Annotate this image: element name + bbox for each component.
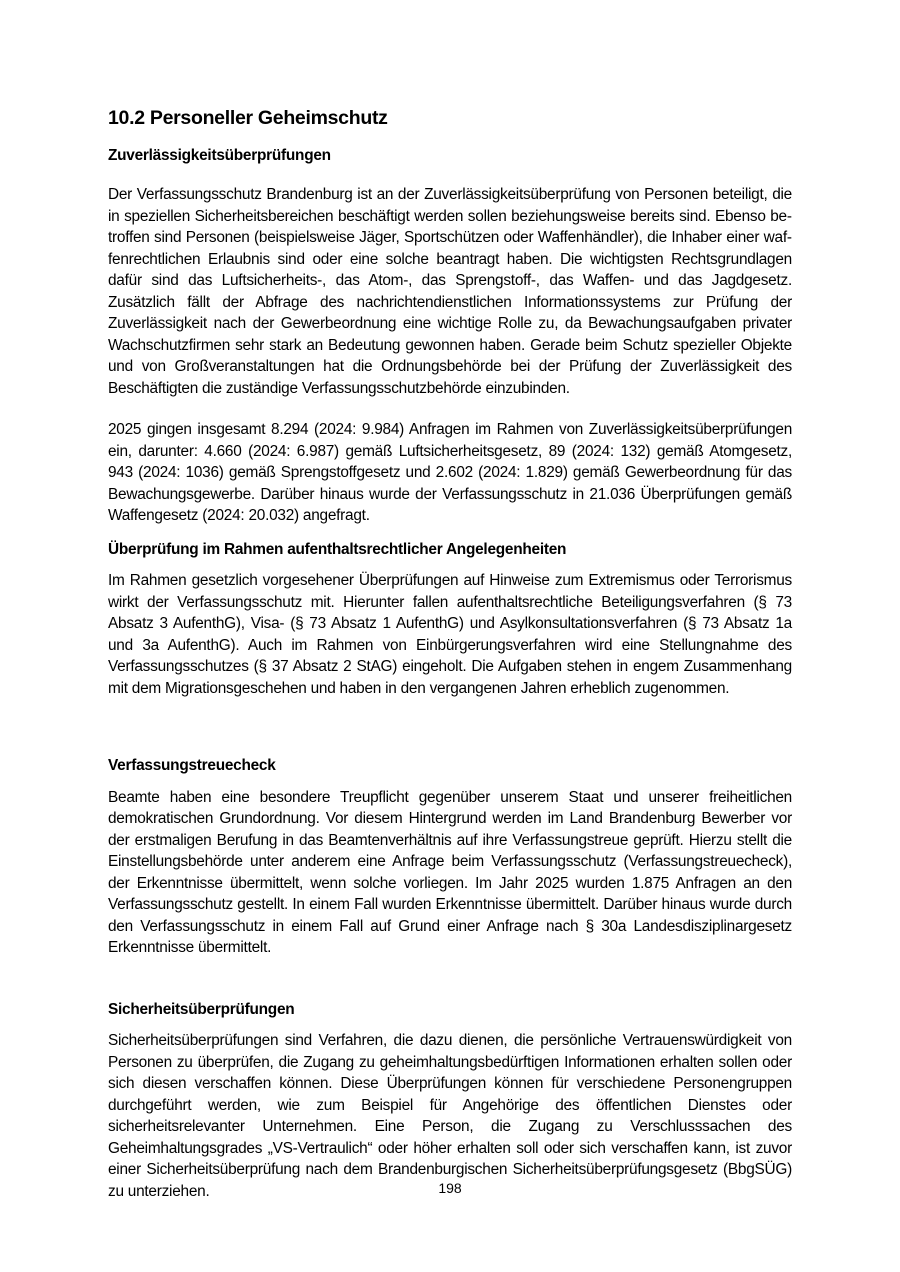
heading-verfassungstreuecheck: Verfassungstreuecheck — [108, 757, 276, 774]
paragraph-sicherheitsueberpruefungen: Sicherheitsüberprüfungen sind Verfahren, die dazu dienen, die persönliche Vertrauenswürdigkeit von Personen zu überprüfen, die Zugang zu geheimhaltungsbedürftigen Informationen erhalten sollen oder sich diesen verschaffen können. Diese Überprüfungen können für verschiedene Personengruppen durchgeführt werden, wie zum Beispiel für Angehörige des öffentlichen Dienstes oder sicherheitsrelevanter Unternehmen. Eine Person, die Zugang zu Verschlusssachen des Geheimhaltungsgrades „VS-Vertraulich“ oder höher erhalten soll oder sich verschaffen kann, ist zuvor einer Sicherheitsüberprüfung nach dem Brandenburgischen Sicherheitsüberprüfungsgesetz (BbgSÜG) zu unterziehen. — [108, 1032, 792, 1200]
paragraph-verfassungstreuecheck: Beamte haben eine besondere Treupflicht gegenüber unserem Staat und unserer freiheitlichen demokratischen Grundordnung. Vor diesem Hintergrund werden im Land Brandenburg Bewerber vor der erstmaligen Berufung in das Beamtenverhältnis auf ihre Verfassungstreue geprüft. Hierzu stellt die Einstellungsbehörde unter anderem eine Anfrage beim Verfassungsschutz (Verfassungstreuecheck), der Erkenntnisse übermittelt, wenn solche vorliegen. Im Jahr 2025 wurden 1.875 Anfragen an den Verfassungsschutz gestellt. In einem Fall wurden Erkenntnisse übermittelt. Darüber hinaus wurde durch den Verfassungsschutz in einem Fall auf Grund einer Anfrage nach § 30a Landesdisziplinargesetz Erkenntnisse übermittelt. — [108, 788, 792, 956]
heading-sicherheitsueberpruefungen: Sicherheitsüberprüfungen — [108, 1000, 295, 1018]
paragraph-zuverlaessigkeit-intro: Der Verfassungsschutz Brandenburg ist an der Zuverlässigkeitsüberprüfung von Personen beteiligt, die in speziellen Sicherheitsbereichen beschäftigt werden sollen beziehungsweise bereits sind. Ebenso betroffen sind Personen (beispielsweise Jäger, Sportschützen oder Waffenhändler), die Inhaber einer waffenrechtlichen Erlaubnis sind oder eine solche beantragt haben. Die wichtigsten Rechtsgrundlagen dafür sind das Luftsicherheits-, das Atom-, das Sprengstoff-, das Waffen- und das Jagdgesetz. Zusätzlich fällt der Abfrage des nachrichtendienstlichen Informationssystems zur Prüfung der Zuverlässigkeit nach der Gewerbeordnung eine wichtige Rolle zu, da Bewachungsaufgaben privater Wachschutzfirmen sehr stark an Bedeutung gewonnen haben. Gerade beim Schutz spezieller Objekte und von Großveranstaltungen hat die Ordnungsbehörde bei der Prüfung der Zuverlässigkeit des Beschäftigten die zuständige Verfassungsschutzbehörde einzubinden. — [108, 186, 792, 397]
paragraph-zuverlaessigkeit-statistics: 2025 gingen insgesamt 8.294 (2024: 9.984) Anfragen im Rahmen von Zuverlässigkeitsüberprüfungen ein, darunter: 4.660 (2024: 6.987) gemäß Luftsicherheitsgesetz, 89 (2024: 132) gemäß Atomgesetz, 943 (2024: 1036) gemäß Sprengstoffgesetz und 2.602 (2024: 1.829) gemäß Gewerbeordnung für das Bewachungsgewerbe. Darüber hinaus wurde der Verfassungsschutz in 21.036 Überprüfungen gemäß Waffengesetz (2024: 20.032) angefragt. — [108, 421, 792, 524]
document-page — [108, 108, 792, 1202]
paragraph-aufenthaltsrecht: Im Rahmen gesetzlich vorgesehener Überprüfungen auf Hinweise zum Extremismus oder Terrorismus wirkt der Verfassungsschutz mit. Hierunter fallen aufenthaltsrechtliche Beteiligungsverfahren (§ 73 Absatz 3 AufenthG), Visa- (§ 73 Absatz 1 AufenthG) und Asylkonsultationsverfahren (§ 73 Absatz 1a und 3a AufenthG). Auch im Rahmen von Einbürgerungsverfahren wird eine Stellungnahme des Verfassungsschutzes (§ 37 Absatz 2 StAG) eingeholt. Die Aufgaben stehen in engem Zusammenhang mit dem Migrationsgeschehen und haben in den vergangenen Jahren erheblich zugenommen. — [108, 572, 792, 697]
section-title: 10.2 Personeller Geheimschutz — [108, 107, 388, 129]
heading-zuverlaessigkeitsueberpruefungen: Zuverlässigkeitsüberprüfungen — [108, 146, 331, 164]
page-number: 198 — [438, 1180, 462, 1196]
heading-aufenthaltsrecht: Überprüfung im Rahmen aufenthaltsrechtlicher Angelegenheiten — [108, 540, 567, 558]
